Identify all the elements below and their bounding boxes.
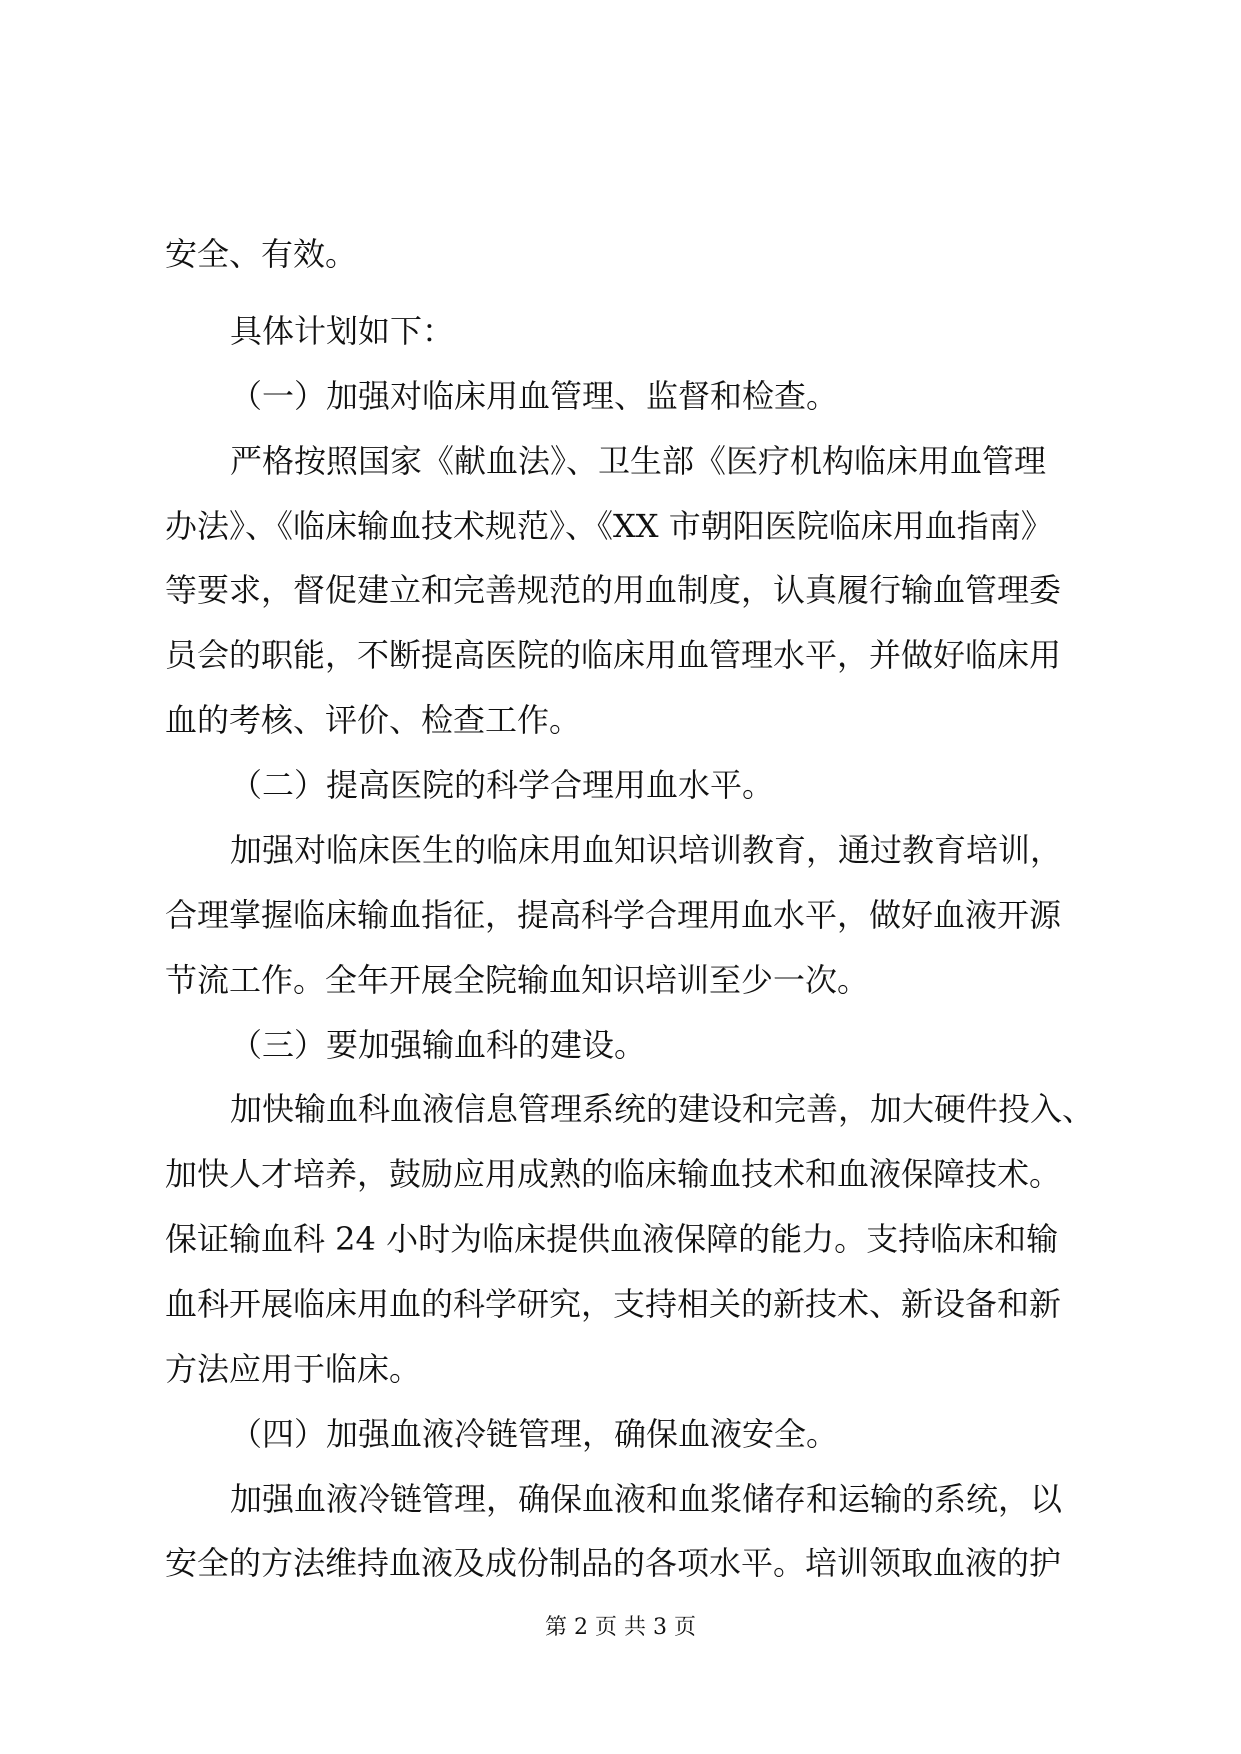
text-line: 安全的方法维持血液及成份制品的各项水平。培训领取血液的护 bbox=[165, 1544, 1062, 1582]
text-line: 加强血液冷链管理，确保血液和血浆储存和运输的系统，以 bbox=[230, 1480, 1063, 1518]
text-line: 加强对临床医生的临床用血知识培训教育，通过教育培训， bbox=[230, 831, 1063, 869]
text-line: 安全、有效。 bbox=[165, 235, 358, 273]
section-heading: （三）要加强输血科的建设。 bbox=[230, 1026, 647, 1064]
section-heading: （二）提高医院的科学合理用血水平。 bbox=[230, 766, 775, 804]
page-footer: 第 2 页 共 3 页 bbox=[545, 1615, 696, 1640]
text-line: 加快输血科血液信息管理系统的建设和完善，加大硬件投入、 bbox=[230, 1090, 1095, 1128]
text-line: 血科开展临床用血的科学研究，支持相关的新技术、新设备和新 bbox=[165, 1285, 1062, 1323]
text-line: 员会的职能，不断提高医院的临床用血管理水平，并做好临床用 bbox=[165, 636, 1062, 674]
text-line: 严格按照国家《献血法》、卫生部《医疗机构临床用血管理 bbox=[230, 442, 1047, 480]
text-line: 血的考核、评价、检查工作。 bbox=[165, 701, 582, 739]
text-line: 等要求，督促建立和完善规范的用血制度，认真履行输血管理委 bbox=[165, 571, 1062, 609]
text-line: 合理掌握临床输血指征，提高科学合理用血水平，做好血液开源 bbox=[165, 896, 1062, 934]
section-heading: （一）加强对临床用血管理、监督和检查。 bbox=[230, 377, 839, 415]
text-line: 具体计划如下： bbox=[230, 312, 455, 350]
text-line: 加快人才培养，鼓励应用成熟的临床输血技术和血液保障技术。 bbox=[165, 1155, 1062, 1193]
text-line: 方法应用于临床。 bbox=[165, 1350, 422, 1388]
text-line: 节流工作。全年开展全院输血知识培训至少一次。 bbox=[165, 961, 870, 999]
text-line: 保证输血科 24 小时为临床提供血液保障的能力。支持临床和输 bbox=[165, 1220, 1059, 1258]
text-line: 办法》、《临床输血技术规范》、《XX 市朝阳医院临床用血指南》 bbox=[165, 507, 1053, 545]
section-heading: （四）加强血液冷链管理，确保血液安全。 bbox=[230, 1415, 839, 1453]
